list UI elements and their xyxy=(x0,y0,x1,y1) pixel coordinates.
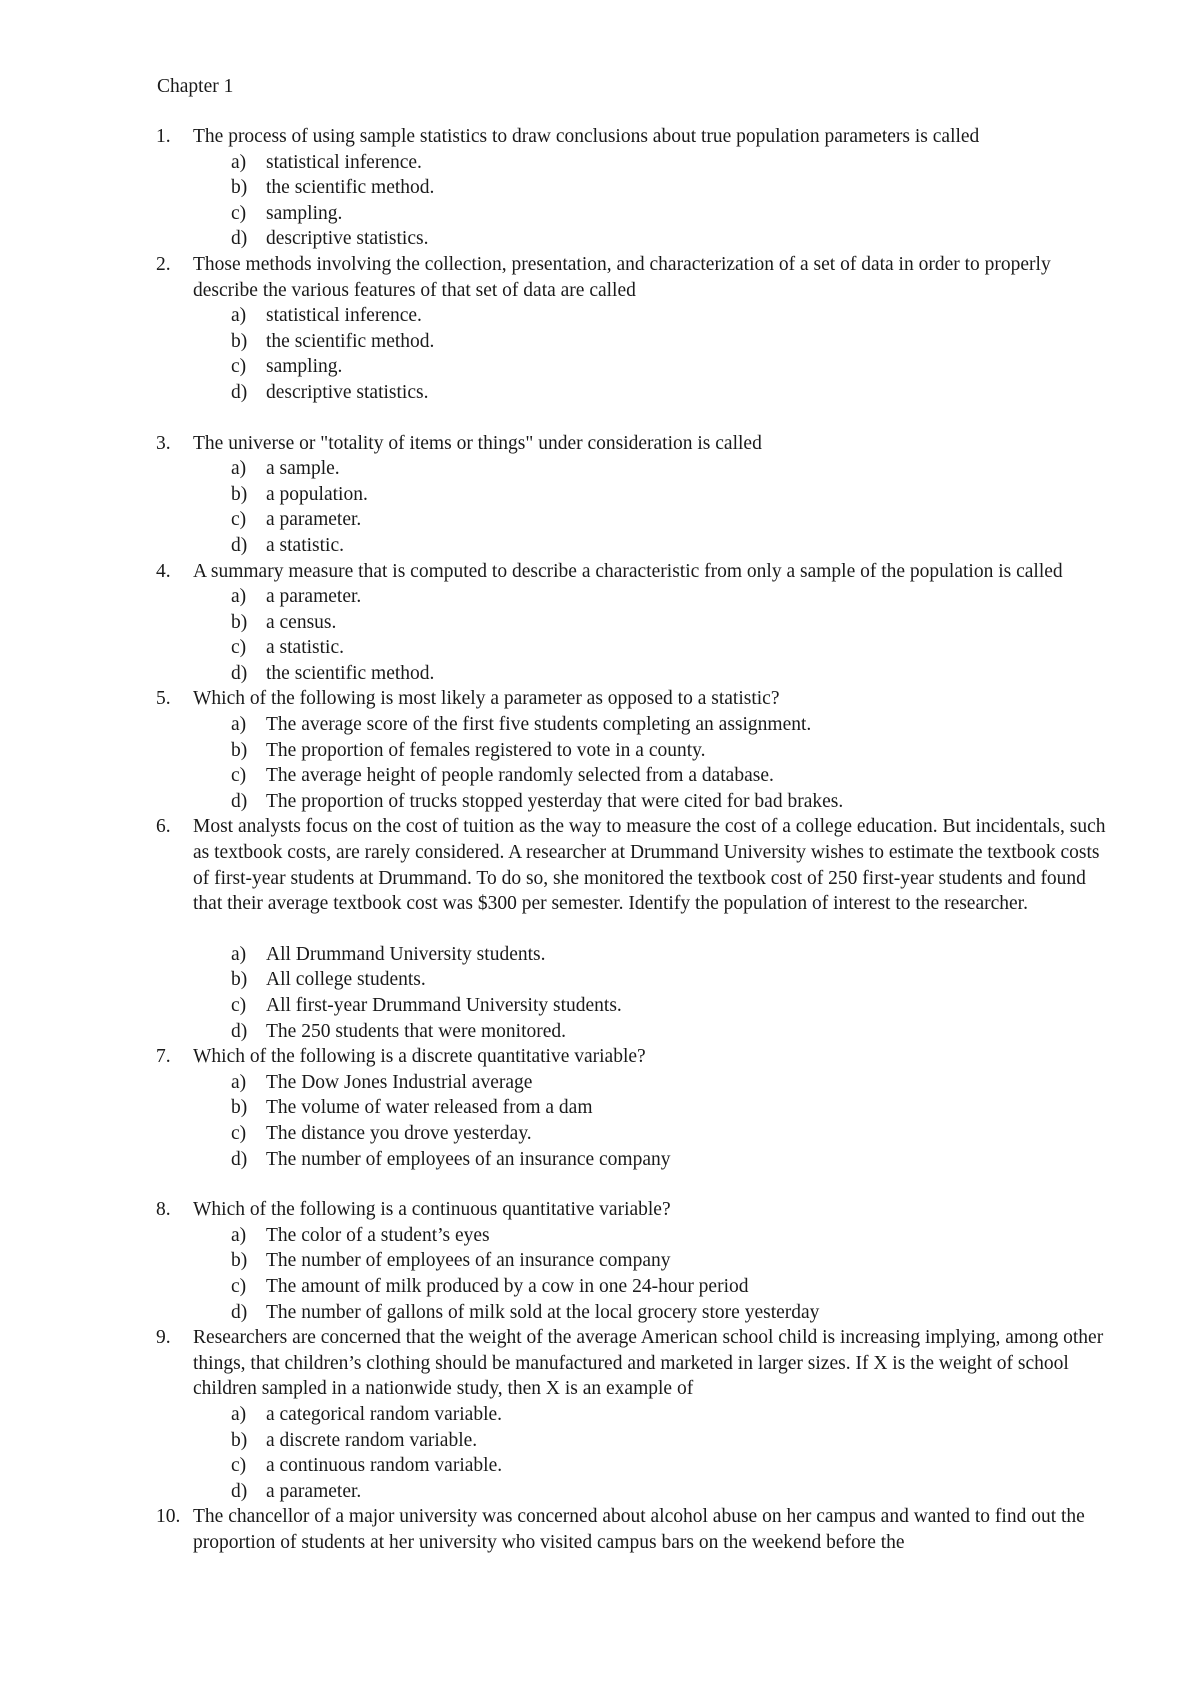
answer-choice xyxy=(0,354,1200,380)
choice-text: a categorical random variable. xyxy=(266,1403,503,1425)
question-number: 3. xyxy=(156,432,171,454)
question-item xyxy=(0,1197,1200,1325)
answer-choice xyxy=(0,1019,1200,1045)
choice-letter: d) xyxy=(231,1480,248,1502)
choice-letter: c) xyxy=(231,1122,247,1144)
answer-choice xyxy=(0,201,1200,227)
choice-letter: c) xyxy=(231,356,247,378)
question-text: Researchers are concerned that the weight of the average American school child is increasing implying, among other things, that children’s clothing should be manufactured and marketed in larger sizes. If X is the weight of school children sampled in a nationwide study, then X is an example of xyxy=(193,1327,1104,1400)
answer-choice xyxy=(0,1248,1200,1274)
answer-choice xyxy=(0,1453,1200,1479)
choice-text: The average score of the first five students completing an assignment. xyxy=(266,714,812,736)
choice-text: The Dow Jones Industrial average xyxy=(266,1071,533,1093)
choice-text: a parameter. xyxy=(266,509,362,531)
question-item xyxy=(0,1325,1200,1504)
answer-choice xyxy=(0,1070,1200,1096)
choice-text: The number of employees of an insurance company xyxy=(266,1250,671,1272)
choice-text: The average height of people randomly selected from a database. xyxy=(266,765,774,787)
answer-choice xyxy=(0,303,1200,329)
answer-choice xyxy=(0,1300,1200,1326)
answer-choices xyxy=(0,150,1200,252)
answer-choice xyxy=(0,610,1200,636)
choice-letter: d) xyxy=(231,1301,248,1323)
answer-choice xyxy=(0,533,1200,559)
answer-choice xyxy=(0,661,1200,687)
choice-text: descriptive statistics. xyxy=(266,381,429,403)
answer-choice xyxy=(0,738,1200,764)
choice-letter: d) xyxy=(231,1148,248,1170)
answer-choice xyxy=(0,1274,1200,1300)
choice-text: the scientific method. xyxy=(266,177,435,199)
choice-text: All first-year Drummand University students. xyxy=(266,995,622,1016)
answer-choice xyxy=(0,635,1200,661)
answer-choice xyxy=(0,456,1200,482)
choice-text: The number of employees of an insurance company xyxy=(266,1148,671,1170)
choice-text: sampling. xyxy=(266,202,343,224)
question-number: 9. xyxy=(156,1327,171,1349)
choice-text: a parameter. xyxy=(266,1480,362,1502)
answer-choice xyxy=(0,584,1200,610)
answer-choices xyxy=(0,456,1200,558)
question-item xyxy=(0,124,1200,252)
answer-choice xyxy=(0,482,1200,508)
question-item xyxy=(0,252,1200,406)
question-number: 2. xyxy=(156,253,171,275)
spacer xyxy=(0,406,1200,431)
choice-letter: b) xyxy=(231,969,248,991)
question-list xyxy=(0,124,1200,1555)
choice-text: The color of a student’s eyes xyxy=(266,1224,490,1246)
choice-letter: c) xyxy=(231,637,247,659)
choice-text: a sample. xyxy=(266,458,340,480)
choice-letter: b) xyxy=(231,1429,248,1451)
choice-letter: a) xyxy=(231,1071,247,1093)
question-item xyxy=(0,814,1200,1044)
choice-letter: c) xyxy=(231,202,247,224)
choice-letter: a) xyxy=(231,458,247,480)
choice-letter: c) xyxy=(231,509,247,531)
choice-text: statistical inference. xyxy=(266,305,422,327)
question-item xyxy=(0,431,1200,559)
choice-text: a statistic. xyxy=(266,534,344,556)
question-text: Those methods involving the collection, presentation, and characterization of a set of data in order to properly describe the various features of that set of data are called xyxy=(193,253,1051,301)
answer-choice xyxy=(0,789,1200,815)
choice-letter: d) xyxy=(231,228,248,250)
answer-choice xyxy=(0,507,1200,533)
choice-letter: d) xyxy=(231,381,248,403)
answer-choice xyxy=(0,712,1200,738)
choice-text: The proportion of trucks stopped yesterday that were cited for bad brakes. xyxy=(266,790,844,812)
question-number: 7. xyxy=(156,1046,171,1068)
answer-choices xyxy=(0,942,1200,1044)
choice-letter: b) xyxy=(231,483,248,505)
choice-letter: c) xyxy=(231,1455,247,1477)
choice-letter: a) xyxy=(231,151,247,173)
question-text: A summary measure that is computed to describe a characteristic from only a sample of the population is called xyxy=(193,560,1063,582)
choice-letter: d) xyxy=(231,534,248,556)
answer-choice xyxy=(0,967,1200,993)
answer-choice xyxy=(0,1428,1200,1454)
choice-text: The proportion of females registered to vote in a county. xyxy=(266,739,706,761)
answer-choices xyxy=(0,1223,1200,1325)
question-item xyxy=(0,559,1200,687)
choice-text: a population. xyxy=(266,483,368,505)
choice-letter: b) xyxy=(231,1097,248,1119)
choice-letter: b) xyxy=(231,1250,248,1272)
spacer xyxy=(0,917,1200,942)
answer-choices xyxy=(0,1402,1200,1504)
choice-text: The amount of milk produced by a cow in one 24-hour period xyxy=(266,1275,749,1297)
answer-choice xyxy=(0,1121,1200,1147)
answer-choice xyxy=(0,329,1200,355)
question-text: The chancellor of a major university was concerned about alcohol abuse on her campus and wanted to find out the proportion of students at her university who visited campus bars on the weekend before the xyxy=(193,1506,1085,1553)
choice-text: All Drummand University students. xyxy=(266,943,546,965)
choice-letter: c) xyxy=(231,1275,247,1297)
answer-choice xyxy=(0,993,1200,1019)
answer-choice xyxy=(0,1095,1200,1121)
answer-choices xyxy=(0,584,1200,686)
answer-choice xyxy=(0,380,1200,406)
answer-choice xyxy=(0,1479,1200,1505)
answer-choice xyxy=(0,763,1200,789)
choice-text: The 250 students that were monitored. xyxy=(266,1020,567,1042)
choice-letter: d) xyxy=(231,662,248,684)
choice-text: sampling. xyxy=(266,356,343,378)
choice-letter: a) xyxy=(231,586,247,608)
question-number: 8. xyxy=(156,1199,171,1221)
answer-choices xyxy=(0,303,1200,405)
choice-text: statistical inference. xyxy=(266,151,422,173)
question-text: The process of using sample statistics to draw conclusions about true population parameters is called xyxy=(193,126,980,147)
choice-text: a parameter. xyxy=(266,586,362,608)
choice-text: a statistic. xyxy=(266,637,344,659)
choice-text: The number of gallons of milk sold at the local grocery store yesterday xyxy=(266,1301,820,1323)
choice-letter: a) xyxy=(231,1403,247,1425)
choice-letter: b) xyxy=(231,611,248,633)
answer-choice xyxy=(0,1223,1200,1249)
choice-letter: a) xyxy=(231,943,247,965)
answer-choice xyxy=(0,226,1200,252)
choice-text: All college students. xyxy=(266,969,426,991)
choice-letter: b) xyxy=(231,177,248,199)
question-item xyxy=(0,686,1200,814)
choice-text: descriptive statistics. xyxy=(266,228,429,250)
choice-letter: a) xyxy=(231,305,247,327)
choice-text: The distance you drove yesterday. xyxy=(266,1122,532,1144)
question-text: Which of the following is most likely a parameter as opposed to a statistic? xyxy=(193,688,780,710)
answer-choices xyxy=(0,1070,1200,1172)
choice-text: a continuous random variable. xyxy=(266,1455,503,1477)
question-number: 5. xyxy=(156,688,171,710)
choice-letter: a) xyxy=(231,1224,247,1246)
answer-choice xyxy=(0,1402,1200,1428)
question-number: 10. xyxy=(156,1506,181,1528)
chapter-title: Chapter 1 xyxy=(157,76,234,97)
question-text: Which of the following is a continuous quantitative variable? xyxy=(193,1199,671,1221)
answer-choice xyxy=(0,1147,1200,1173)
choice-letter: c) xyxy=(231,765,247,787)
choice-letter: b) xyxy=(231,330,248,352)
choice-letter: d) xyxy=(231,790,248,812)
question-number: 6. xyxy=(156,816,171,838)
choice-text: a discrete random variable. xyxy=(266,1429,478,1451)
question-number: 1. xyxy=(156,126,171,147)
choice-letter: a) xyxy=(231,714,247,736)
question-item xyxy=(0,1044,1200,1172)
question-item xyxy=(0,1504,1200,1555)
choice-letter: c) xyxy=(231,995,247,1016)
spacer xyxy=(0,1172,1200,1197)
choice-letter: d) xyxy=(231,1020,248,1042)
answer-choices xyxy=(0,712,1200,814)
answer-choice xyxy=(0,175,1200,201)
question-text: Which of the following is a discrete quantitative variable? xyxy=(193,1046,646,1068)
choice-text: the scientific method. xyxy=(266,662,435,684)
choice-text: The volume of water released from a dam xyxy=(266,1097,593,1119)
choice-letter: b) xyxy=(231,739,248,761)
question-number: 4. xyxy=(156,560,171,582)
choice-text: the scientific method. xyxy=(266,330,435,352)
answer-choice xyxy=(0,150,1200,176)
question-text: Most analysts focus on the cost of tuition as the way to measure the cost of a college education. But incidentals, such as textbook costs, are rarely considered. A researcher at Drummand University wishes to estimate the textbook costs of first-year students at Drummand. To do so, she monitored the textbook cost of 250 first-year students and found that their average textbook cost was $300 per semester. Identify the population of interest to the researcher. xyxy=(193,816,1106,915)
choice-text: a census. xyxy=(266,611,337,633)
answer-choice xyxy=(0,942,1200,968)
question-text: The universe or "totality of items or things" under consideration is called xyxy=(193,432,762,454)
